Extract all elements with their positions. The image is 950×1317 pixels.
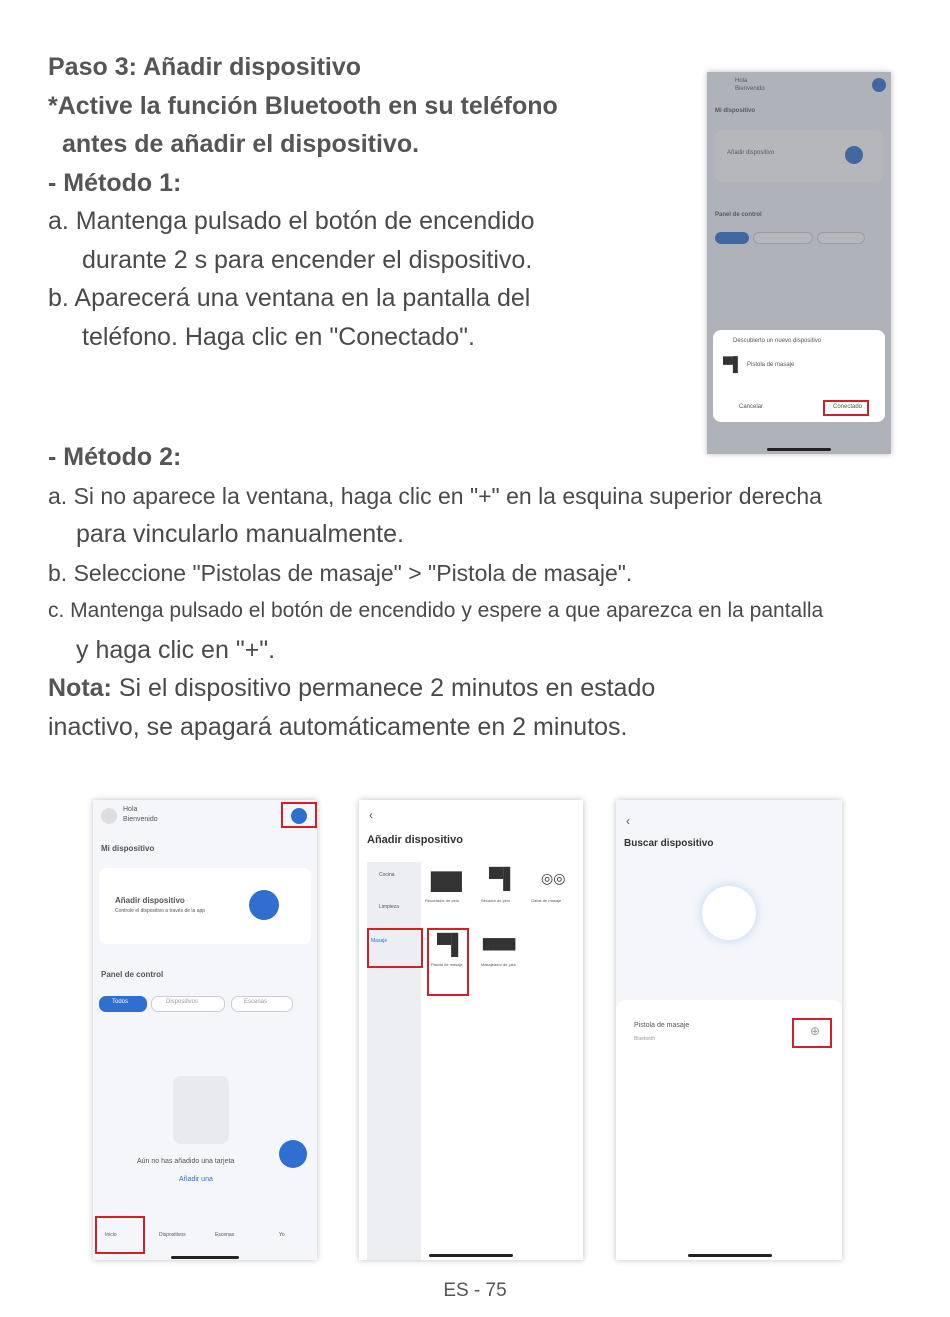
user-greeting-sub: Bienvenido xyxy=(735,86,765,92)
add-device-card[interactable] xyxy=(99,868,311,944)
device-illustration-icon xyxy=(249,890,279,920)
category-item[interactable]: Cocina xyxy=(379,872,395,878)
method-2-step-b: b. Seleccione "Pistolas de masaje" > "Pistola de masaje". xyxy=(48,559,633,586)
hair-dryer-icon: ▀▌ xyxy=(489,868,518,890)
category-highlight xyxy=(367,928,423,968)
back-icon[interactable]: ‹ xyxy=(369,808,373,822)
add-device-card[interactable]: Añadir dispositivo xyxy=(715,130,883,182)
tab-scenes[interactable]: Escenas xyxy=(231,996,293,1012)
popup-device-name: Pistola de masaje xyxy=(747,362,795,368)
home-indicator xyxy=(171,1256,239,1259)
device-option[interactable]: Recortador de pelo xyxy=(425,898,460,903)
massage-glasses-icon: ◎◎ xyxy=(541,870,566,886)
note-text-cont: inactivo, se apagará automáticamente en 2 minutos. xyxy=(48,712,628,741)
tab-all[interactable]: Todos xyxy=(99,996,147,1012)
instructions-method-2 xyxy=(48,438,928,746)
nav-scenes[interactable]: Escenas xyxy=(215,1232,235,1238)
hair-trimmer-icon: ▇▇ xyxy=(431,870,462,892)
bluetooth-note: *Active la función Bluetooth en su teléfono xyxy=(48,91,558,120)
home-indicator xyxy=(429,1254,513,1257)
popup-title: Descubierto un nuevo dispositivo xyxy=(733,338,822,344)
user-greeting: Hola xyxy=(735,78,748,84)
home-indicator xyxy=(688,1254,772,1257)
found-devices-panel xyxy=(616,1000,842,1260)
cancel-button[interactable]: Cancelar xyxy=(739,404,764,410)
page-number: ES - 75 xyxy=(443,1280,507,1301)
page-title: Añadir dispositivo xyxy=(367,834,463,846)
tab-devices[interactable]: Dispositivos xyxy=(151,996,225,1012)
user-greeting-sub: Bienvenido xyxy=(123,816,158,823)
device-option[interactable]: Gafas de masaje xyxy=(531,898,562,903)
foot-massager-icon: ▆▆▆ xyxy=(483,934,516,950)
home-tab-highlight xyxy=(95,1216,145,1254)
massage-gun-highlight xyxy=(427,928,469,996)
connect-button[interactable]: Conectado xyxy=(833,404,863,410)
empty-illustration xyxy=(173,1076,229,1144)
user-greeting: Hola xyxy=(123,806,138,813)
phone-home-screenshot xyxy=(93,800,317,1260)
phone-popup-screenshot xyxy=(707,72,891,454)
instructions-method-1 xyxy=(48,48,688,356)
method-1-step-a-cont: durante 2 s para encender el dispositivo. xyxy=(82,245,533,274)
phone-search-device-screenshot xyxy=(616,800,842,1260)
method-2-step-c: c. Mantenga pulsado el botón de encendido y espere a que aparezca en la pantalla xyxy=(48,599,824,622)
nav-me[interactable]: Yo xyxy=(279,1232,285,1238)
phone-add-device-screenshot xyxy=(359,800,583,1260)
method-1-heading: - Método 1: xyxy=(48,168,182,197)
my-devices-label: Mi dispositivo xyxy=(101,844,155,853)
note-label: Nota: xyxy=(48,674,112,702)
new-device-popup xyxy=(713,330,885,422)
avatar xyxy=(101,808,117,824)
empty-text: Aún no has añadido una tarjeta xyxy=(137,1158,235,1165)
add-one-link[interactable]: Añadir una xyxy=(179,1176,213,1183)
nav-home[interactable]: Inicio xyxy=(105,1232,117,1238)
connect-highlight xyxy=(823,400,869,416)
add-card-sub: Controle el dispositivo a través de la app xyxy=(115,908,206,914)
device-option-massage-gun[interactable]: Pistola de masaje xyxy=(431,962,463,967)
massage-gun-icon: ▀▌ xyxy=(437,934,466,956)
nav-devices[interactable]: Dispositivos xyxy=(159,1232,186,1238)
add-plus-highlight xyxy=(792,1018,832,1048)
method-2-heading: - Método 2: xyxy=(48,443,182,471)
method-2-step-a-cont: para vincularlo manualmente. xyxy=(76,520,404,548)
category-sidebar xyxy=(367,862,421,1260)
bluetooth-note-cont: antes de añadir el dispositivo. xyxy=(62,130,420,158)
massage-gun-icon: ▀▌ xyxy=(723,356,743,372)
device-option[interactable]: Secador de pelo xyxy=(481,898,511,903)
panel-label: Panel de control xyxy=(101,970,164,979)
method-1-step-b-cont: teléfono. Haga clic en "Conectado". xyxy=(82,322,475,351)
panel-label: Panel de control xyxy=(715,212,762,218)
note-text: Si el dispositivo permanece 2 minutos en estado xyxy=(118,674,656,702)
add-device-highlight xyxy=(281,802,317,828)
found-device-sub: Bluetooth xyxy=(634,1036,656,1042)
step-title: Paso 3: Añadir dispositivo xyxy=(48,53,362,81)
device-option[interactable]: Masajeador de pies xyxy=(481,962,516,967)
method-2-step-c-cont: y haga clic en "+". xyxy=(76,635,276,664)
category-item[interactable]: Limpieza xyxy=(379,904,400,910)
chat-fab-icon[interactable] xyxy=(279,1140,307,1168)
add-plus-icon[interactable]: ⊕ xyxy=(810,1024,821,1038)
back-icon[interactable]: ‹ xyxy=(626,814,630,828)
method-2-step-a: a. Si no aparece la ventana, haga clic en "+" en la esquina superior derecha xyxy=(48,482,822,509)
method-1-step-b: b. Aparecerá una ventana en la pantalla del xyxy=(48,284,531,312)
method-1-step-a: a. Mantenga pulsado el botón de encendido xyxy=(48,207,535,235)
my-devices-label: Mi dispositivo xyxy=(715,108,756,114)
bluetooth-scan-icon xyxy=(702,886,756,940)
found-device-name: Pistola de masaje xyxy=(634,1022,690,1029)
add-card-title: Añadir dispositivo xyxy=(115,896,185,905)
category-item-massage[interactable]: Masaje xyxy=(371,938,388,944)
page-title: Buscar dispositivo xyxy=(624,838,714,849)
